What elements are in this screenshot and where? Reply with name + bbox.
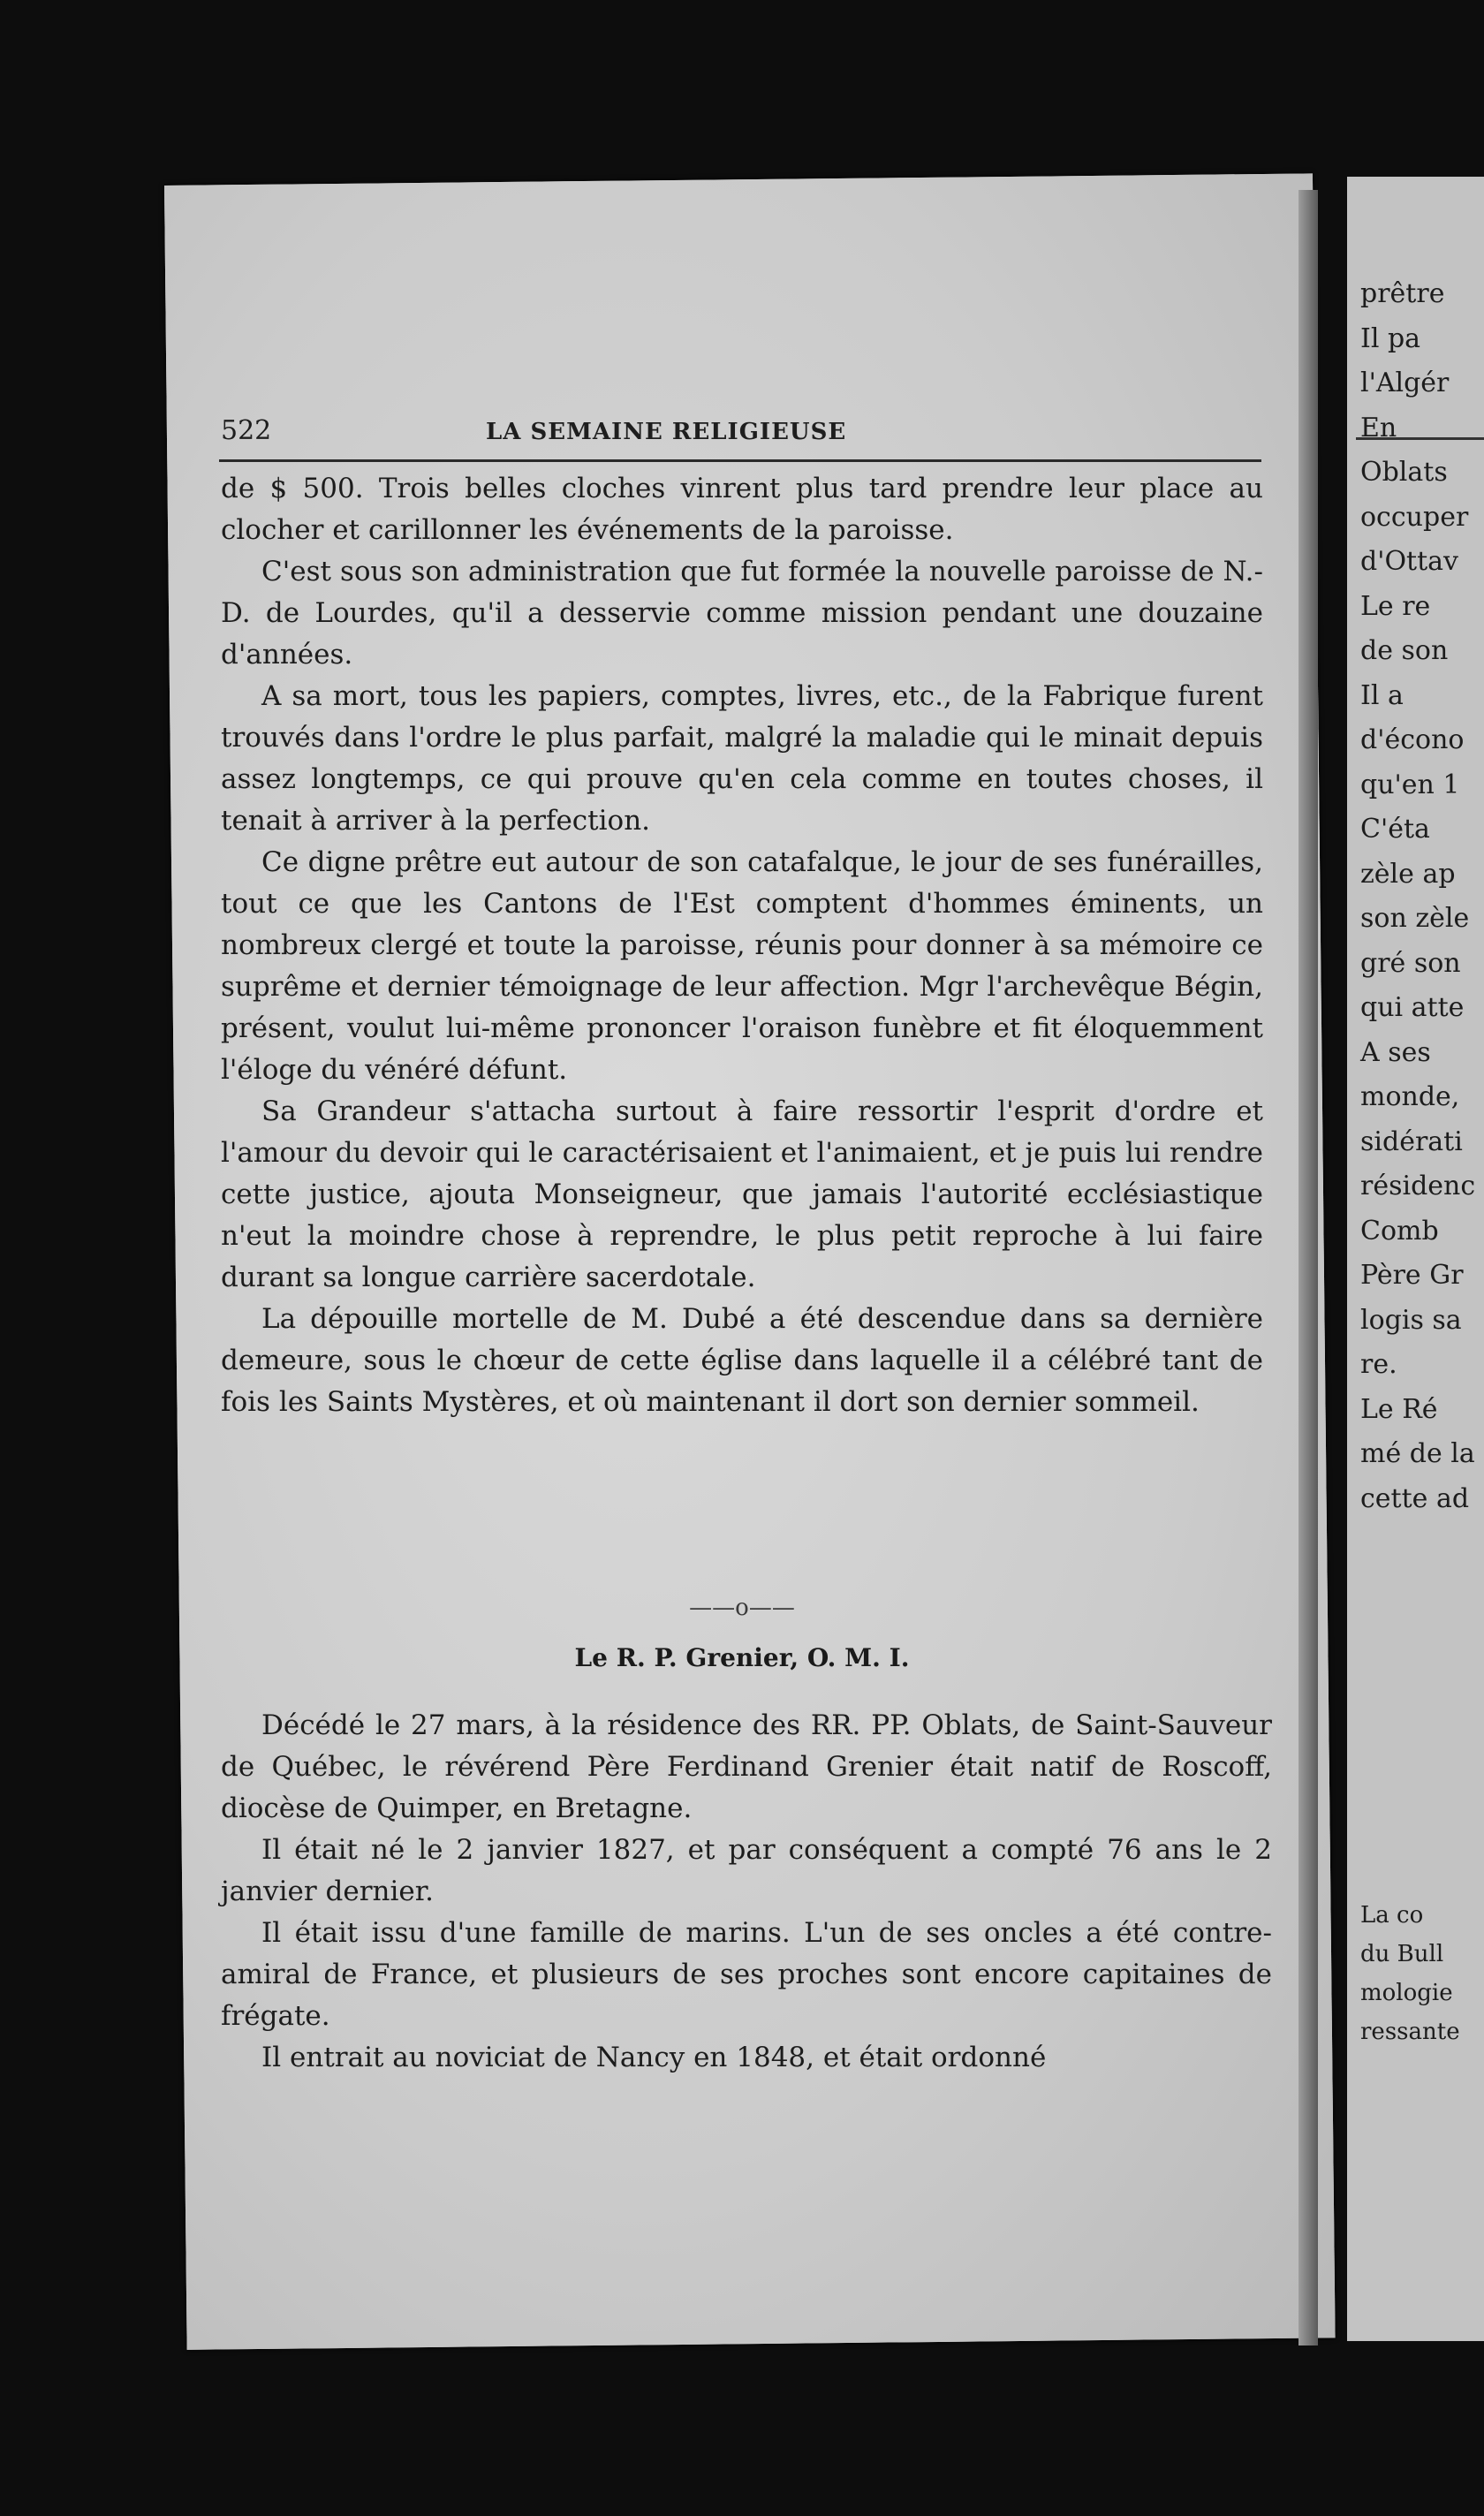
adjacent-page-line: gré son [1360, 947, 1461, 979]
paragraph: C'est sous son administration que fut formée la nouvelle paroisse de N.-D. de Lourdes, qu'il a desservie comme mission pendant une douzaine d'années. [221, 556, 1263, 671]
adjacent-page-line: zèle ap [1360, 858, 1456, 890]
adjacent-page-line: sidérati [1360, 1125, 1463, 1157]
paragraph: A sa mort, tous les papiers, comptes, livres, etc., de la Fabrique furent trouvés dans l'ordre le plus parfait, malgré la maladie qui le minait depuis assez longtemps, ce qui prouve qu'en cela comme en toutes choses, il tenait à arriver à la perfection. [221, 680, 1263, 837]
adjacent-page-line: cette ad [1360, 1482, 1470, 1514]
adjacent-page-line: Le Ré [1360, 1393, 1438, 1425]
adjacent-page-line: de son [1360, 635, 1449, 666]
adjacent-page-line: Père Gr [1360, 1260, 1464, 1291]
adjacent-page-line: qui atte [1360, 992, 1465, 1023]
adjacent-page-line: résidenc [1360, 1171, 1476, 1201]
adjacent-page-line: La co [1360, 1902, 1424, 1929]
running-head: LA SEMAINE RELIGIEUSE [486, 419, 847, 445]
page-header [221, 415, 1263, 451]
adjacent-page-line: occuper [1360, 501, 1469, 533]
adjacent-page-line: monde, [1360, 1081, 1460, 1112]
paragraph: de $ 500. Trois belles cloches vinrent plus tard prendre leur place au clocher et carillonner les événements de la paroisse. [221, 473, 1263, 546]
paragraph: Décédé le 27 mars, à la résidence des RR. PP. Oblats, de Saint-Sauveur de Québec, le révérend Père Ferdinand Grenier était natif de Roscoff, diocèse de Quimper, en Bretagne. [221, 1709, 1272, 1824]
adjacent-page-line: re. [1360, 1349, 1397, 1380]
obituary-heading: Le R. P. Grenier, O. M. I. [574, 1643, 910, 1672]
paragraph: Il était né le 2 janvier 1827, et par conséquent a compté 76 ans le 2 janvier dernier. [221, 1834, 1272, 1907]
adjacent-page-line: mé de la [1360, 1438, 1475, 1469]
adjacent-page [1347, 177, 1484, 2341]
paragraph: Ce digne prêtre eut autour de son catafalque, le jour de ses funérailles, tout ce que les Cantons de l'Est comptent d'hommes éminents, un nombreux clergé et toute la paroisse, réunis pour donner à sa mémoire ce suprême et dernier témoignage de leur affection. Mgr l'archevêque Bégin, présent, voulut lui-même prononcer l'oraison funèbre et fit éloquemment l'éloge du vénéré défunt. [221, 846, 1263, 1086]
adjacent-page-line: Le re [1360, 590, 1431, 622]
adjacent-page-line: Il pa [1360, 322, 1421, 354]
adjacent-page-line: A ses [1360, 1036, 1431, 1068]
adjacent-page-line: prêtre [1360, 278, 1445, 309]
paragraph: Il entrait au noviciat de Nancy en 1848, et était ordonné [261, 2042, 1047, 2073]
adjacent-page-line: ressante [1360, 2019, 1460, 2045]
paragraph: Sa Grandeur s'attacha surtout à faire ressortir l'esprit d'ordre et l'amour du devoir qui le caractérisaient et l'animaient, et je puis lui rendre cette justice, ajouta Monseigneur, que jamais l'autorité ecclésiastique n'eut la moindre chose à reprendre, le plus petit reproche à lui faire durant sa longue carrière sacerdotale. [221, 1095, 1263, 1293]
article-body-top [221, 468, 1263, 1423]
adjacent-page-line: qu'en 1 [1360, 769, 1460, 800]
header-rule [219, 459, 1261, 462]
paragraph: La dépouille mortelle de M. Dubé a été descendue dans sa dernière demeure, sous le chœur de cette église dans laquelle il a célébré tant de fois les Saints Mystères, et où maintenant il dort son dernier sommeil. [221, 1303, 1263, 1418]
adjacent-page-line: En [1360, 412, 1397, 443]
paragraph: Il était issu d'une famille de marins. L'un de ses oncles a été contre-amiral de France, et plusieurs de ses proches sont encore capitaines de frégate. [221, 1917, 1272, 2032]
adjacent-page-line: mologie [1360, 1980, 1453, 2006]
page-number: 522 [221, 415, 272, 446]
adjacent-page-line: l'Algér [1360, 368, 1450, 398]
adjacent-page-line: du Bull [1360, 1941, 1444, 1967]
section-ornament: ——o—— [689, 1595, 795, 1621]
adjacent-page-line: d'écono [1360, 724, 1465, 755]
adjacent-page-line: C'éta [1360, 814, 1430, 845]
adjacent-page-line: d'Ottav [1360, 546, 1458, 577]
adjacent-page-line: Il a [1360, 679, 1404, 711]
page-edge-shadow [1298, 190, 1318, 2345]
article-body-bottom [221, 1705, 1272, 2079]
adjacent-page-line: son zèle [1360, 903, 1470, 934]
adjacent-page-line: logis sa [1360, 1304, 1462, 1336]
adjacent-page-line: Comb [1360, 1215, 1439, 1247]
adjacent-page-line: Oblats [1360, 457, 1448, 488]
